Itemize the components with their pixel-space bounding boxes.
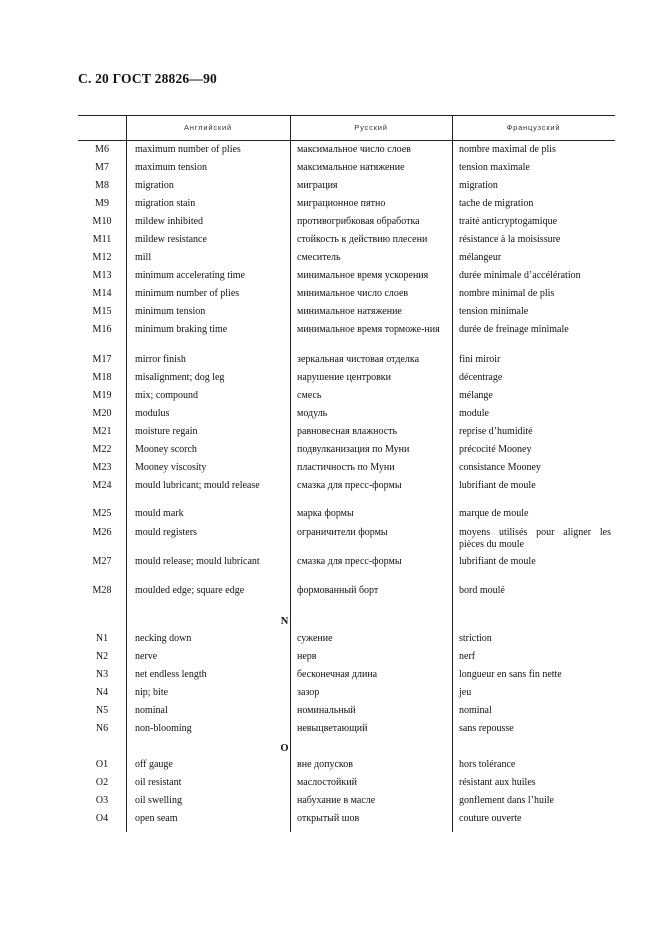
- table-row: [78, 252, 615, 270]
- russian-term: подвулканизация по Муни: [297, 444, 410, 455]
- term-code: O2: [95, 777, 109, 788]
- section-letter-row: [78, 614, 615, 633]
- term-code: M26: [92, 527, 112, 538]
- russian-term: марка формы: [297, 508, 354, 519]
- english-term: misalignment; dog leg: [135, 372, 225, 383]
- table-row: [78, 270, 615, 288]
- table-row: [78, 288, 615, 306]
- term-code: M10: [92, 216, 112, 227]
- russian-term: миграционное пятно: [297, 198, 386, 209]
- french-term: nerf: [459, 651, 476, 662]
- term-code: M11: [92, 234, 112, 245]
- french-term: gonflement dans l’huile: [459, 795, 554, 806]
- section-letter: N: [280, 616, 289, 627]
- russian-term: стойкость к действию плесени: [297, 234, 428, 245]
- term-code: N4: [95, 687, 109, 698]
- french-term: hors tolérance: [459, 759, 516, 770]
- table-row: [78, 426, 615, 444]
- table-row: [78, 777, 615, 795]
- russian-term: минимальное время торможе-ния: [297, 324, 440, 335]
- french-term: fini miroir: [459, 354, 501, 365]
- english-term: minimum tension: [135, 306, 206, 317]
- russian-term: минимальное число слоев: [297, 288, 409, 299]
- table-row: [78, 669, 615, 687]
- english-term: mix; compound: [135, 390, 199, 401]
- french-term: couture ouverte: [459, 813, 522, 824]
- term-code: M19: [92, 390, 112, 401]
- russian-term: сужение: [297, 633, 333, 644]
- table-row: [78, 759, 615, 777]
- english-term: nip; bite: [135, 687, 169, 698]
- french-term: tache de migration: [459, 198, 534, 209]
- term-code: M6: [95, 144, 109, 155]
- russian-term: смесь: [297, 390, 322, 401]
- french-term: lubrifiant de moule: [459, 480, 536, 491]
- russian-term: открытый шов: [297, 813, 360, 824]
- column-header-russian: Русский: [354, 123, 388, 132]
- column-header-french: Французский: [506, 123, 561, 132]
- term-code: M16: [92, 324, 112, 335]
- english-term: minimum accelerating time: [135, 270, 245, 281]
- russian-term: нарушение центровки: [297, 372, 392, 383]
- table-header: [78, 115, 615, 141]
- term-code: M24: [92, 480, 112, 491]
- russian-term: нерв: [297, 651, 317, 662]
- english-term: minimum number of plies: [135, 288, 240, 299]
- column-header-english: Английский: [184, 123, 232, 132]
- english-term: non-blooming: [135, 723, 192, 734]
- russian-term: набухание в масле: [297, 795, 376, 806]
- english-term: net endless length: [135, 669, 207, 680]
- column-divider: [290, 115, 291, 832]
- table-row: [78, 723, 615, 741]
- french-term: décentrage: [459, 372, 503, 383]
- term-code: O3: [95, 795, 109, 806]
- french-term: reprise d’humidité: [459, 426, 533, 437]
- french-term: longueur en sans fin nette: [459, 669, 562, 680]
- term-code: M22: [92, 444, 112, 455]
- english-term: minimum braking time: [135, 324, 228, 335]
- russian-term: вне допусков: [297, 759, 353, 770]
- term-code: N5: [95, 705, 109, 716]
- english-term: nominal: [135, 705, 168, 716]
- russian-term: зазор: [297, 687, 320, 698]
- french-term: mélange: [459, 390, 493, 401]
- term-code: N3: [95, 669, 109, 680]
- english-term: Mooney viscosity: [135, 462, 207, 473]
- english-term: moisture regain: [135, 426, 198, 437]
- term-code: M17: [92, 354, 112, 365]
- glossary-table: [78, 115, 615, 831]
- term-code: N6: [95, 723, 109, 734]
- table-row: [78, 408, 615, 426]
- table-row: [78, 556, 615, 585]
- term-code: M21: [92, 426, 112, 437]
- french-term: nombre maximal de plis: [459, 144, 556, 155]
- table-body: [78, 144, 615, 831]
- french-term: striction: [459, 633, 492, 644]
- french-term: bord moulé: [459, 585, 505, 596]
- russian-term: смазка для пресс-формы: [297, 480, 402, 491]
- french-term: module: [459, 408, 489, 419]
- english-term: moulded edge; square edge: [135, 585, 245, 596]
- russian-term: минимальное натяжение: [297, 306, 402, 317]
- english-term: mildew resistance: [135, 234, 207, 245]
- russian-term: невыцветающий: [297, 723, 368, 734]
- table-row: [78, 687, 615, 705]
- table-row: [78, 144, 615, 162]
- russian-term: смазка для пресс-формы: [297, 556, 402, 567]
- term-code: M12: [92, 252, 112, 263]
- table-row: [78, 180, 615, 198]
- russian-term: модуль: [297, 408, 328, 419]
- french-term: traité anticryptogamique: [459, 216, 558, 227]
- term-code: M23: [92, 462, 112, 473]
- term-code: M25: [92, 508, 112, 519]
- table-row: [78, 795, 615, 813]
- russian-term: номинальный: [297, 705, 356, 716]
- english-term: mildew inhibited: [135, 216, 204, 227]
- table-row: [78, 390, 615, 408]
- french-term: lubrifiant de moule: [459, 556, 536, 567]
- french-term: résistant aux huiles: [459, 777, 536, 788]
- table-row: [78, 813, 615, 831]
- russian-term: бесконечная длина: [297, 669, 378, 680]
- french-term: nombre minimal de plis: [459, 288, 555, 299]
- table-row: [78, 508, 615, 527]
- english-term: oil resistant: [135, 777, 182, 788]
- table-row: [78, 462, 615, 480]
- table-row: [78, 651, 615, 669]
- english-term: open seam: [135, 813, 178, 824]
- french-term: résistance à la moisissure: [459, 234, 561, 245]
- russian-term: противогрибковая обработка: [297, 216, 420, 227]
- term-code: M13: [92, 270, 112, 281]
- french-term: jeu: [459, 687, 472, 698]
- english-term: Mooney scorch: [135, 444, 197, 455]
- french-term: marque de moule: [459, 508, 529, 519]
- russian-term: равновесная влажность: [297, 426, 398, 437]
- english-term: off gauge: [135, 759, 173, 770]
- french-term: moyens utilisés pour aligner les pièces du moule: [459, 527, 611, 550]
- english-term: maximum number of plies: [135, 144, 241, 155]
- french-term: durée minimale d’accélération: [459, 270, 581, 281]
- french-term: nominal: [459, 705, 492, 716]
- table-row: [78, 372, 615, 390]
- term-code: N1: [95, 633, 109, 644]
- english-term: modulus: [135, 408, 170, 419]
- english-term: migration: [135, 180, 174, 191]
- russian-term: максимальное натяжение: [297, 162, 405, 173]
- russian-term: минимальное время ускорения: [297, 270, 429, 281]
- russian-term: пластичность по Муни: [297, 462, 395, 473]
- term-code: N2: [95, 651, 109, 662]
- term-code: O1: [95, 759, 109, 770]
- french-term: mélangeur: [459, 252, 502, 263]
- page-header: С. 20 ГОСТ 28826—90: [78, 71, 217, 86]
- column-divider: [126, 115, 127, 832]
- russian-term: ограничители формы: [297, 527, 388, 538]
- english-term: mould registers: [135, 527, 197, 538]
- table-row: [78, 324, 615, 354]
- russian-term: зеркальная чистовая отделка: [297, 354, 420, 365]
- french-term: tension minimale: [459, 306, 529, 317]
- term-code: M7: [95, 162, 109, 173]
- table-row: [78, 633, 615, 651]
- table-row: [78, 234, 615, 252]
- french-term: tension maximale: [459, 162, 530, 173]
- table-row: [78, 354, 615, 372]
- english-term: nerve: [135, 651, 158, 662]
- english-term: mirror finish: [135, 354, 186, 365]
- term-code: M27: [92, 556, 112, 567]
- table-row: [78, 705, 615, 723]
- russian-term: маслостойкий: [297, 777, 357, 788]
- english-term: maximum tension: [135, 162, 207, 173]
- section-letter-row: [78, 741, 615, 759]
- table-row: [78, 444, 615, 462]
- french-term: migration: [459, 180, 498, 191]
- table-row: [78, 480, 615, 508]
- russian-term: миграция: [297, 180, 338, 191]
- french-term: précocité Mooney: [459, 444, 532, 455]
- english-term: mill: [135, 252, 152, 263]
- term-code: M8: [95, 180, 109, 191]
- russian-term: смеситель: [297, 252, 341, 263]
- table-row: [78, 585, 615, 614]
- english-term: mould release; mould lubricant: [135, 556, 260, 567]
- column-divider: [452, 115, 453, 832]
- french-term: durée de freinage minimale: [459, 324, 569, 335]
- french-term: consistance Mooney: [459, 462, 541, 473]
- section-letter: O: [280, 743, 289, 754]
- table-row: [78, 162, 615, 180]
- russian-term: максимальное число слоев: [297, 144, 411, 155]
- term-code: M28: [92, 585, 112, 596]
- english-term: mould mark: [135, 508, 184, 519]
- english-term: oil swelling: [135, 795, 182, 806]
- table-row: [78, 216, 615, 234]
- term-code: M9: [95, 198, 109, 209]
- russian-term: формованный борт: [297, 585, 379, 596]
- table-row: [78, 306, 615, 324]
- term-code: M14: [92, 288, 112, 299]
- english-term: necking down: [135, 633, 192, 644]
- english-term: mould lubricant; mould release: [135, 480, 260, 491]
- french-term: sans repousse: [459, 723, 514, 734]
- term-code: M20: [92, 408, 112, 419]
- term-code: M15: [92, 306, 112, 317]
- english-term: migration stain: [135, 198, 196, 209]
- term-code: M18: [92, 372, 112, 383]
- term-code: O4: [95, 813, 109, 824]
- table-row: [78, 527, 615, 556]
- table-row: [78, 198, 615, 216]
